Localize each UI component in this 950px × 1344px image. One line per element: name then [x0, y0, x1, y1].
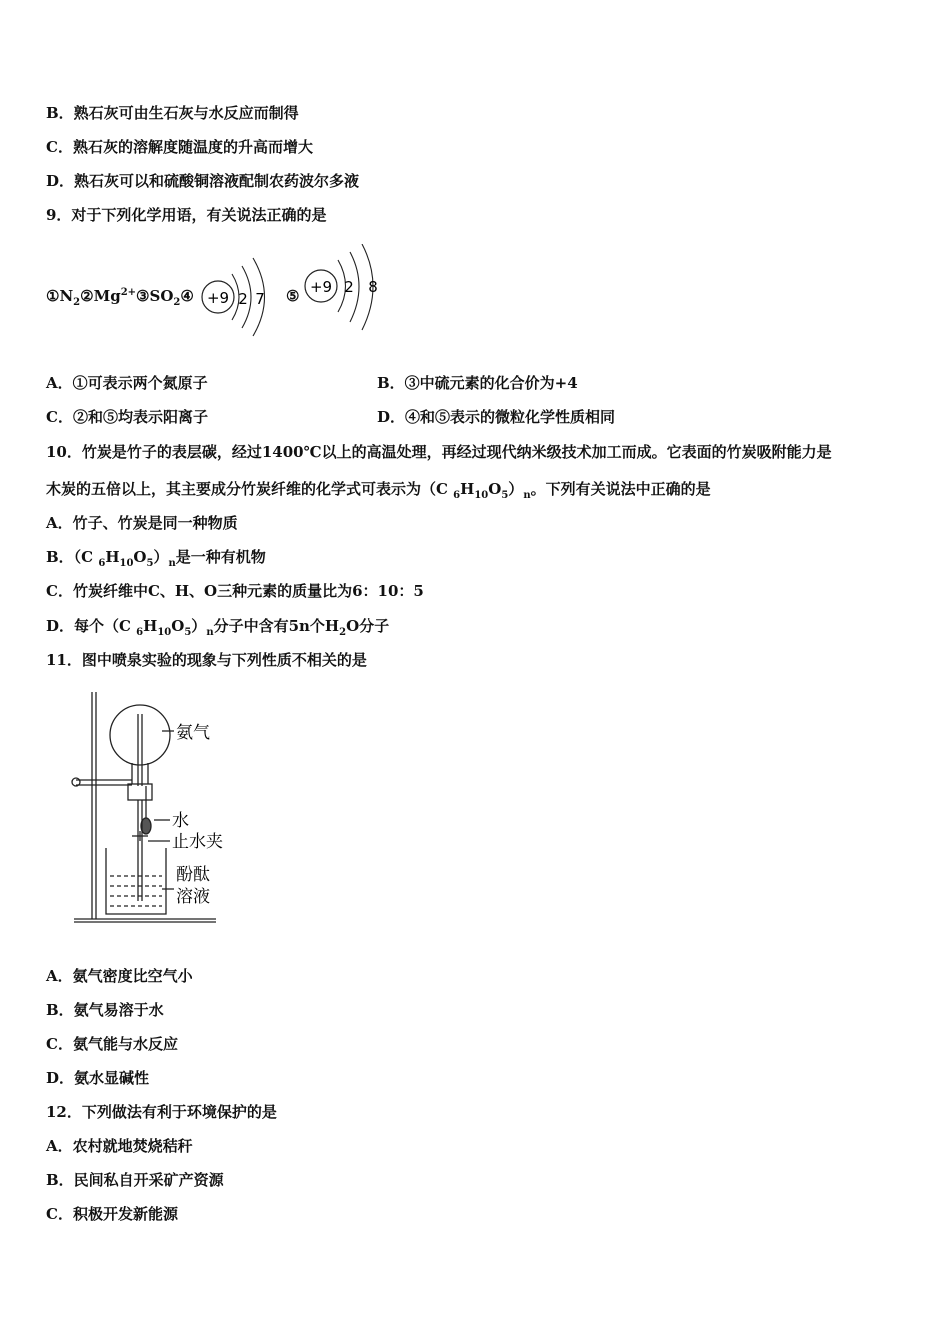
q10-option-b: [46, 546, 266, 569]
q12-option-a: A．农村就地焚烧秸秆: [46, 1137, 193, 1155]
formula-close-paren: ）: [191, 617, 207, 635]
formula-close-paren: ）: [508, 480, 524, 498]
q8-option-d: D．熟石灰可以和硫酸铜溶液配制农药波尔多液: [46, 172, 360, 190]
ammonia-label: 氨气: [176, 723, 210, 743]
shell-2-count: 8: [368, 278, 378, 296]
q11-option-b: B．氨气易溶于水: [46, 1001, 164, 1019]
q11-option-d: D．氨水显碱性: [46, 1069, 150, 1087]
polymer-subscript: n: [523, 490, 531, 501]
shell-2-count: 7: [255, 290, 265, 308]
q9-option-b: B．③中硫元素的化合价为+4: [377, 374, 578, 392]
option-b-post: 是一种有机物: [175, 548, 266, 566]
shell-1-count: 2: [238, 290, 248, 308]
hydrogen-symbol: H: [460, 480, 475, 498]
stop-clamp-label: 止水夹: [172, 832, 223, 852]
symbol-1-mark: ①: [46, 287, 60, 305]
rubber-stopper: [128, 784, 152, 800]
oxygen-symbol: O: [133, 548, 147, 566]
solution-label: 溶液: [176, 887, 210, 907]
q8-option-c: C．熟石灰的溶解度随温度的升高而增大: [46, 138, 313, 156]
option-d-pre: D．每个（C: [46, 617, 137, 635]
q9-symbols: [46, 287, 194, 308]
q10-stem-line1: 10．竹炭是竹子的表层碳，经过1400℃以上的高温处理，再经过现代纳米级技术加工而成。它表面的竹炭吸附能力是: [46, 443, 832, 461]
symbol-1-subscript: 2: [73, 297, 81, 308]
q10-stem-text: 木炭的五倍以上，其主要成分竹炭纤维的化学式可表示为（C: [46, 480, 454, 498]
q12-option-c: C．积极开发新能源: [46, 1205, 178, 1223]
q9-option-a: A．①可表示两个氮原子: [46, 374, 208, 392]
q11-option-a: A．氨气密度比空气小: [46, 967, 193, 985]
symbol-2-mark: ②: [80, 287, 94, 305]
symbol-1-formula: N: [59, 287, 74, 305]
q9-stem: 9．对于下列化学用语，有关说法正确的是: [46, 206, 327, 224]
atom-structure-diagram-5: [300, 244, 384, 336]
water-label: 水: [172, 811, 189, 831]
round-bottom-flask: [110, 705, 170, 765]
symbol-4-mark: ④: [180, 287, 194, 305]
carbon-subscript: 6: [98, 558, 106, 569]
q11-option-c: C．氨气能与水反应: [46, 1035, 178, 1053]
hydrogen-subscript: 10: [119, 558, 134, 569]
shell-1-count: 2: [344, 278, 354, 296]
atom-structure-diagram-4: [198, 252, 278, 342]
formula-close-paren: ）: [153, 548, 169, 566]
q10-stem-line2: [46, 478, 711, 501]
option-d-end: O分子: [346, 617, 390, 635]
symbol-5-mark: ⑤: [286, 287, 300, 305]
oxygen-subscript: 5: [146, 558, 154, 569]
q12-stem: 12．下列做法有利于环境保护的是: [46, 1103, 277, 1121]
polymer-subscript: n: [206, 627, 214, 638]
q10-option-d: [46, 615, 389, 638]
q10-option-c: C．竹炭纤维中C、H、O三种元素的质量比为6：10：5: [46, 582, 424, 600]
symbol-3-mark: ③: [136, 287, 150, 305]
oxygen-symbol: O: [488, 480, 502, 498]
q12-option-b: B．民间私自开采矿产资源: [46, 1171, 224, 1189]
phenolphthalein-label: 酚酞: [176, 865, 210, 885]
carbon-subscript: 6: [453, 490, 461, 501]
beaker: [106, 848, 166, 914]
oxygen-symbol: O: [171, 617, 185, 635]
hydrogen-symbol: H: [143, 617, 158, 635]
oxygen-subscript: 5: [184, 627, 192, 638]
hydrogen-subscript: 10: [474, 490, 489, 501]
symbol-3-formula: SO: [149, 287, 174, 305]
carbon-subscript: 6: [136, 627, 144, 638]
hydrogen-subscript: 10: [157, 627, 172, 638]
symbol-2-superscript: 2+: [120, 287, 137, 298]
q11-stem: 11．图中喷泉实验的现象与下列性质不相关的是: [46, 651, 367, 669]
nucleus-charge: +9: [206, 289, 230, 307]
polymer-subscript: n: [168, 558, 176, 569]
symbol-2-formula: Mg: [93, 287, 121, 305]
oxygen-subscript: 5: [501, 490, 509, 501]
q9-option-d: D．④和⑤表示的微粒化学性质相同: [377, 408, 616, 426]
water-subscript: 2: [339, 627, 347, 638]
fountain-experiment-diagram: [66, 686, 226, 930]
symbol-3-subscript: 2: [173, 297, 181, 308]
q10-option-a: A．竹子、竹炭是同一种物质: [46, 514, 238, 532]
option-d-post: 分子中含有5n个H: [213, 617, 340, 635]
nucleus-charge: +9: [309, 278, 333, 296]
q10-stem-tail: 。下列有关说法中正确的是: [530, 480, 711, 498]
hydrogen-symbol: H: [105, 548, 120, 566]
option-b-pre: B．（C: [46, 548, 99, 566]
q8-option-b: B．熟石灰可由生石灰与水反应而制得: [46, 104, 299, 122]
q9-option-c: C．②和⑤均表示阳离子: [46, 408, 208, 426]
